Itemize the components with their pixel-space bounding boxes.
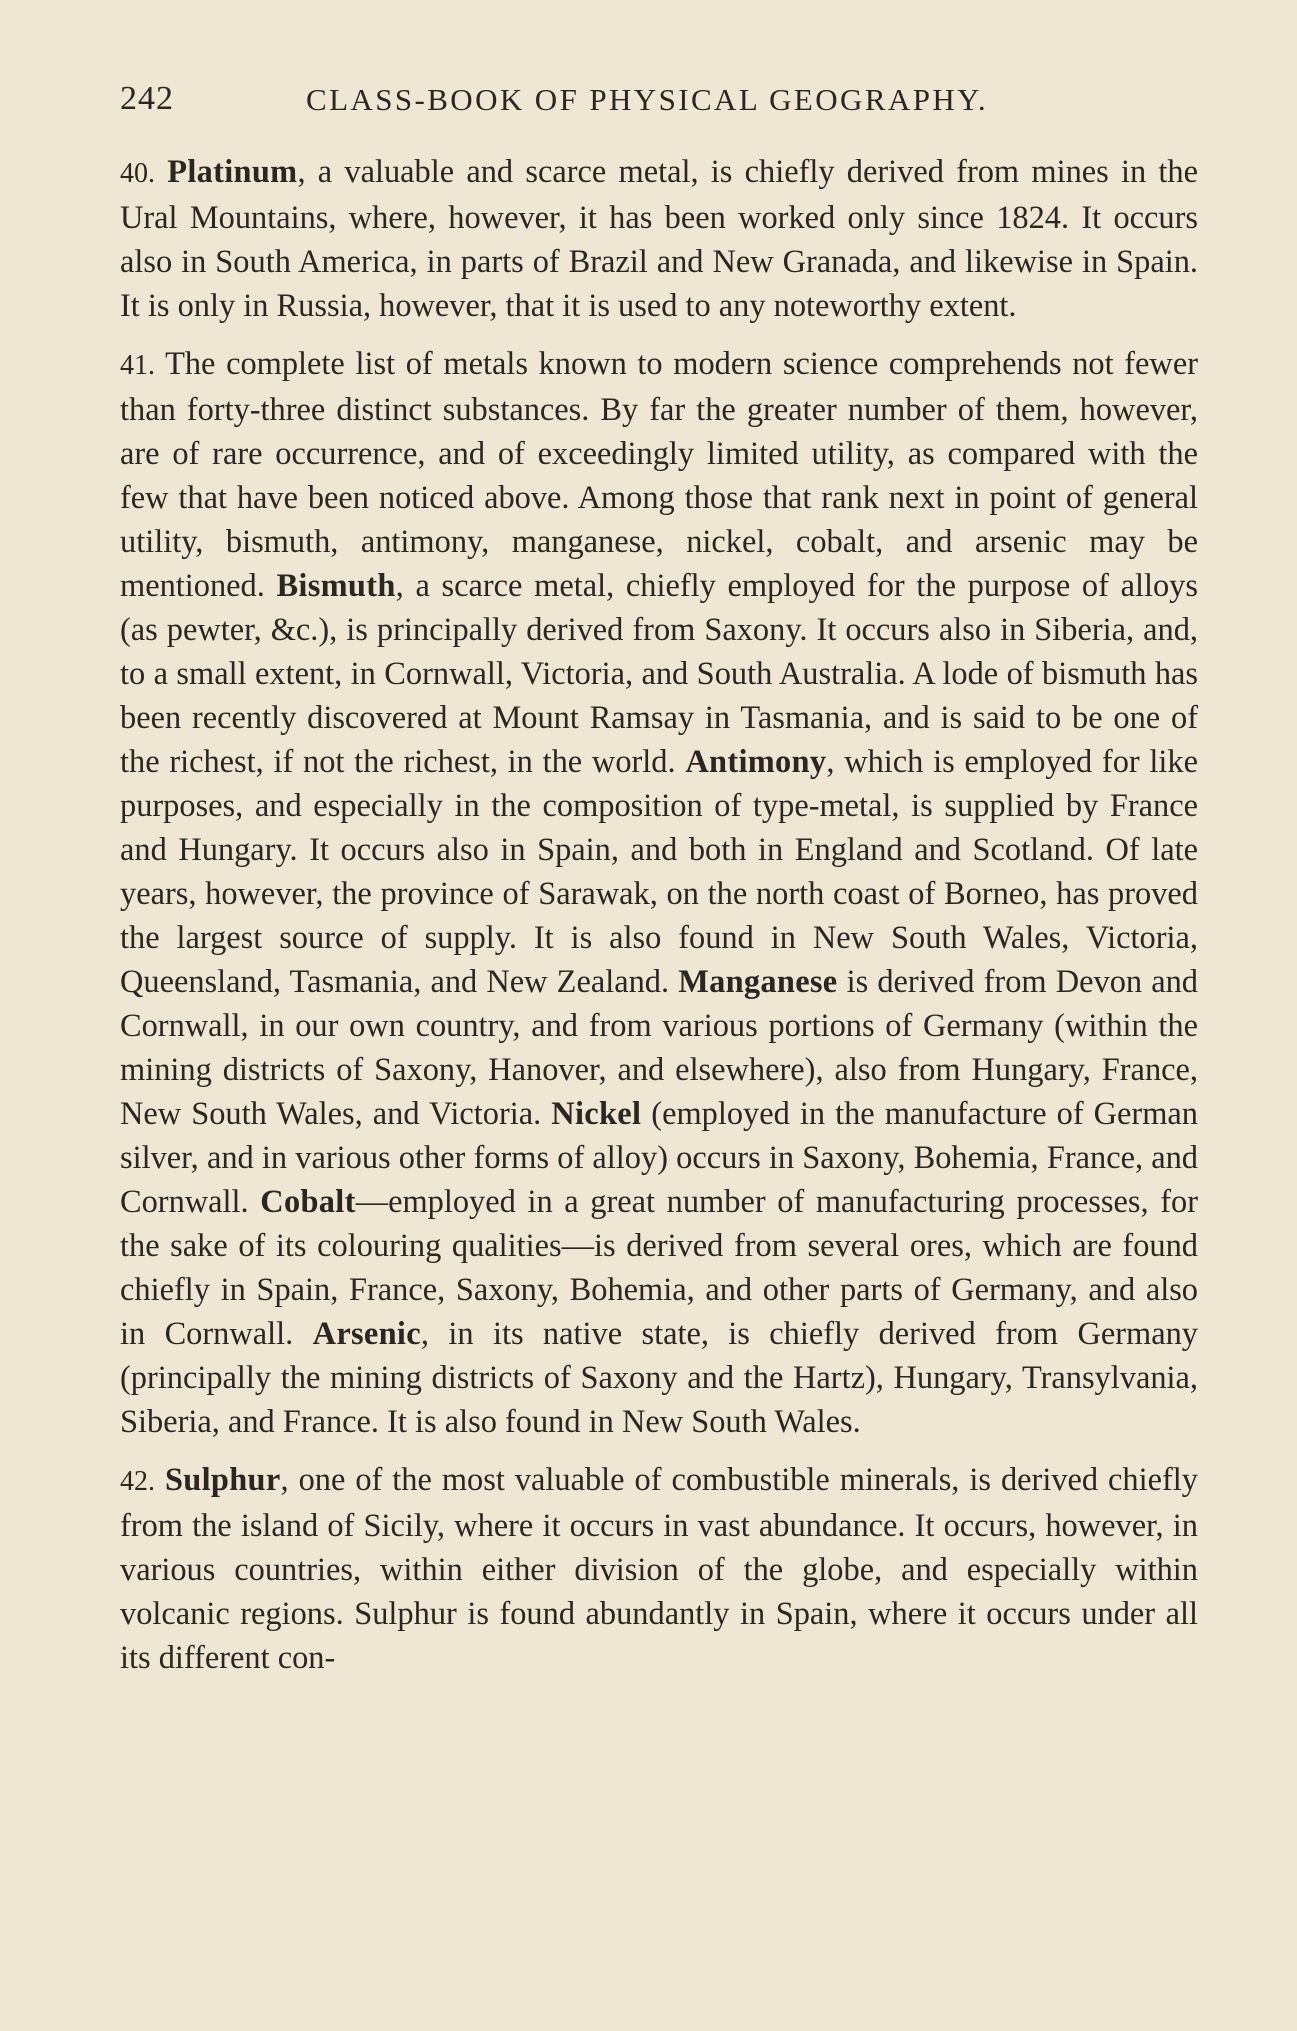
term-bismuth: Bismuth [276, 568, 396, 604]
paragraph-text: , which is employed for like purposes, and especially in the composition of type-metal, is supplied by France and Hungary. It occurs also in Spain, and both in England and Scotland. Of late years, however, the province of Sarawak, on the north coast of Borneo, has proved the largest source of supply. It is also found in New South Wales, Victoria, Queensland, Tasmania, and New Zealand. [120, 744, 1199, 1000]
paragraph-text: (employed in the manufacture of German silver, and in various other forms of alloy) occurs in Saxony, Bohemia, France, and Cornwall. [120, 1096, 1198, 1220]
page-header [120, 80, 1198, 130]
term-nickel: Nickel [551, 1096, 642, 1132]
paragraph-text: , one of the most valuable of combustible minerals, is derived chiefly from the island of Sicily, where it occurs in vast abundance. It occurs, however, in various countries, within either division of the globe, and especially within volcanic regions. Sulphur is found abundantly in Spain, where it occurs under all its different con- [120, 1462, 1198, 1676]
paragraph-number: 42. [120, 1466, 155, 1497]
paragraph-text: —employed in a great number of manufacturing processes, for the sake of its colouring qualities—is derived from several ores, which are found chiefly in Spain, France, Saxony, Bohemia, and other parts of Germany, and also in Cornwall. [120, 1184, 1198, 1352]
paragraph-text: , a scarce metal, chiefly employed for the purpose of alloys (as pewter, &c.), is principally derived from Saxony. It occurs also in Siberia, and, to a small extent, in Cornwall, Victoria, and South Australia. A lode of bismuth has been recently discovered at Mount Ramsay in Tasmania, and is said to be one of the richest, if not the richest, in the world. [120, 568, 1198, 780]
paragraph-text: is derived from Devon and Cornwall, in our own country, and from various portions of Germany (within the mining districts of Saxony, Hanover, and elsewhere), also from Hungary, France, New South Wales, and Victoria. [120, 964, 1198, 1132]
body-text [120, 150, 1198, 1694]
paragraph-text: , a valuable and scarce metal, is chiefly derived from mines in the Ural Mountains, where, however, it has been worked only since 1824. It occurs also in South America, in parts of Brazil and New Granada, and likewise in Spain. It is only in Russia, however, that it is used to any noteworthy extent. [120, 154, 1198, 324]
term-cobalt: Cobalt [260, 1184, 356, 1220]
paragraph-42 [120, 1458, 1198, 1680]
term-platinum: Platinum [167, 154, 298, 190]
term-manganese: Manganese [678, 964, 838, 1000]
paragraph-40 [120, 150, 1198, 328]
running-title: CLASS-BOOK OF PHYSICAL GEOGRAPHY. [306, 82, 989, 117]
paragraph-text: The complete list of metals known to modern science comprehends not fewer than forty-three distinct substances. By far the greater number of them, however, are of rare occurrence, and of exceedingly limited utility, as compared with the few that have been noticed above. Among those that rank next in point of general utility, bismuth, antimony, manganese, nickel, cobalt, and arsenic may be mentioned. [120, 346, 1198, 604]
paragraph-number: 40. [120, 158, 155, 189]
paragraph-number: 41. [120, 350, 155, 381]
paragraph-41 [120, 342, 1198, 1444]
page-number: 242 [120, 80, 174, 117]
paragraph-text: , in its native state, is chiefly derived from Germany (principally the mining districts of Saxony and the Hartz), Hungary, Transylvania, Siberia, and France. It is also found in New South Wales. [120, 1316, 1198, 1440]
term-sulphur: Sulphur [164, 1462, 281, 1498]
term-arsenic: Arsenic [312, 1316, 421, 1352]
term-antimony: Antimony [685, 744, 827, 780]
